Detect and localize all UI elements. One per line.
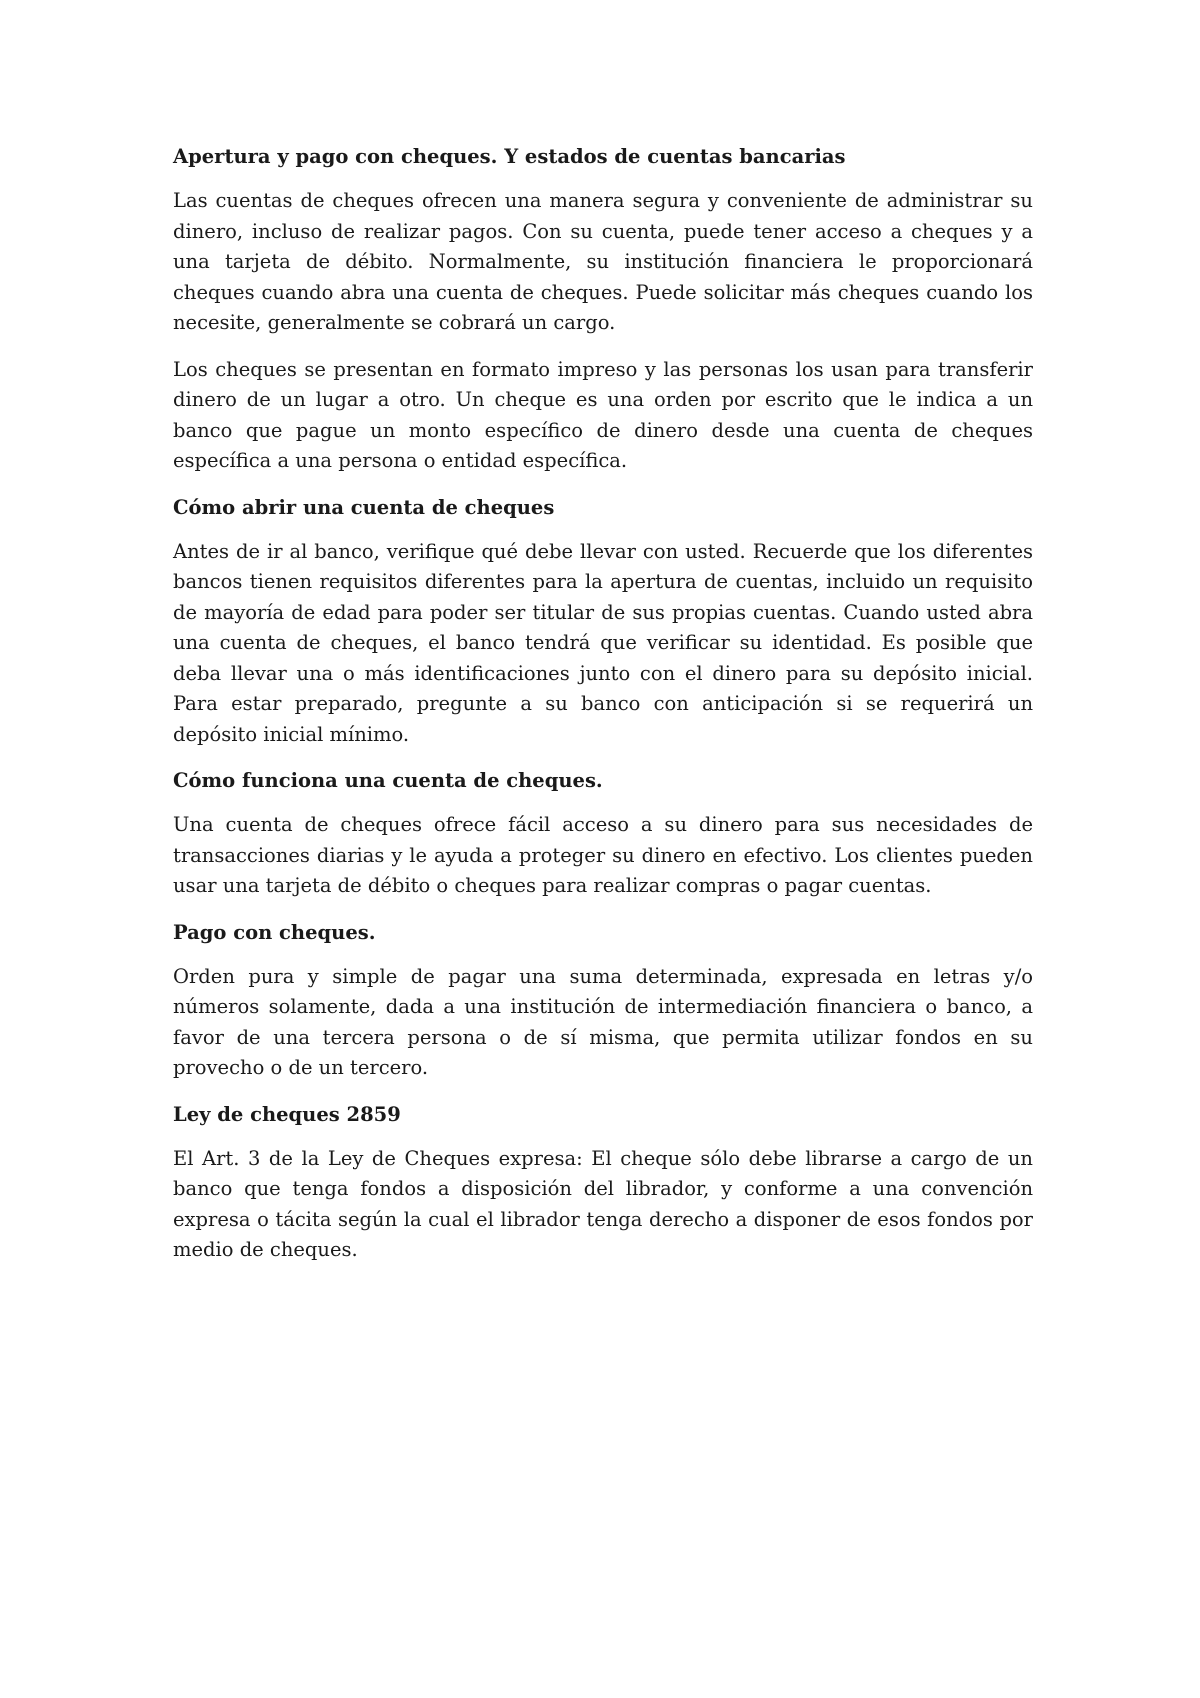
section-heading-ley-cheques: Ley de cheques 2859 (173, 1102, 401, 1126)
document-body (173, 142, 1033, 1282)
section-paragraph-ley-cheques: El Art. 3 de la Ley de Cheques expresa: El cheque sólo debe librarse a cargo de un banco que tenga fondos a disposición del librador, y conforme a una convención expresa o tácita según la cual el librador tenga derecho a disponer de esos fondos por medio de cheques. (173, 1146, 1033, 1261)
intro-paragraph-1: Las cuentas de cheques ofrecen una manera segura y conveniente de administrar su dinero, incluso de realizar pagos. Con su cuenta, puede tener acceso a cheques y a una tarjeta de débito. Normalmente, su institución financiera le proporcionará cheques cuando abra una cuenta de cheques. Puede solicitar más cheques cuando los necesite, generalmente se cobrará un cargo. (173, 189, 1033, 334)
document-title: Apertura y pago con cheques. Y estados de cuentas bancarias (173, 145, 846, 168)
section-paragraph-abrir-cuenta: Antes de ir al banco, verifique qué debe llevar con usted. Recuerde que los diferentes bancos tienen requisitos diferentes para la apertura de cuentas, incluido un requisito de mayoría de edad para poder ser titular de sus propias cuentas. Cuando usted abra una cuenta de cheques, el banco tendrá que verificar su identidad. Es posible que deba llevar una o más identificaciones junto con el dinero para su depósito inicial. Para estar preparado, pregunte a su banco con anticipación si se requerirá un depósito inicial mínimo. (173, 539, 1033, 746)
section-paragraph-pago-cheques: Orden pura y simple de pagar una suma determinada, expresada en letras y/o números solamente, dada a una institución de intermediación financiera o banco, a favor de una tercera persona o de sí misma, que permita utilizar fondos en su provecho o de un tercero. (173, 964, 1033, 1079)
intro-paragraph-2: Los cheques se presentan en formato impreso y las personas los usan para transferir dinero de un lugar a otro. Un cheque es una orden por escrito que le indica a un banco que pague un monto específico de dinero desde una cuenta de cheques específica a una persona o entidad específica. (173, 357, 1033, 472)
section-heading-abrir-cuenta: Cómo abrir una cuenta de cheques (173, 495, 555, 519)
section-heading-pago-cheques: Pago con cheques. (173, 920, 376, 944)
section-heading-funciona-cuenta: Cómo funciona una cuenta de cheques. (173, 769, 603, 792)
section-paragraph-funciona-cuenta: Una cuenta de cheques ofrece fácil acceso a su dinero para sus necesidades de transacciones diarias y le ayuda a proteger su dinero en efectivo. Los clientes pueden usar una tarjeta de débito o cheques para realizar compras o pagar cuentas. (173, 813, 1033, 897)
